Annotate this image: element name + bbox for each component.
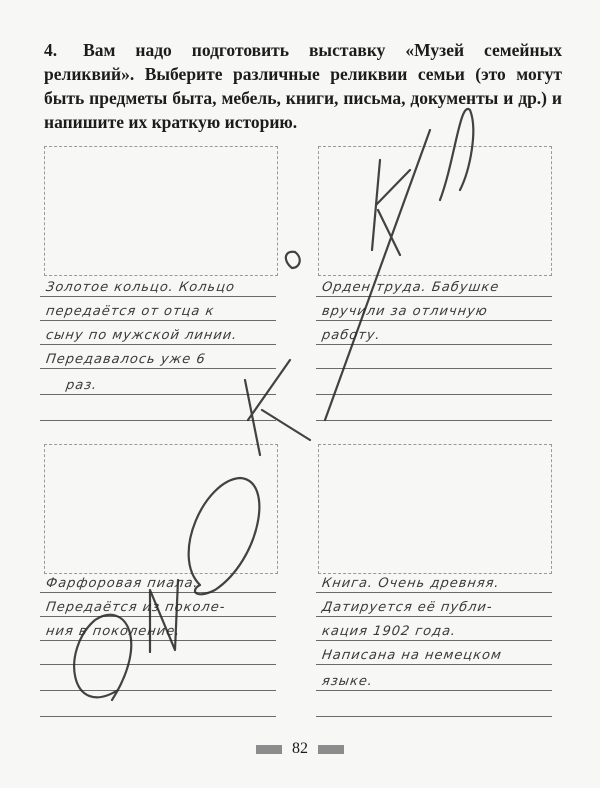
answer-medal-line-2: вручили за отличную <box>320 304 489 319</box>
answer-book-line-2: Датируется её публи- <box>320 600 494 615</box>
answer-bowl-line-2: Передаётся из поколе- <box>44 600 227 615</box>
task-text <box>44 38 562 134</box>
answer-medal-line-3: работу. <box>320 328 382 343</box>
answer-book-line-5: языке. <box>320 674 375 689</box>
footer-bar-right <box>318 745 344 754</box>
picture-box-bowl <box>44 444 278 574</box>
picture-box-ring <box>44 146 278 276</box>
footer-bar-left <box>256 745 282 754</box>
answer-book-line-4: Написана на немецком <box>320 648 503 663</box>
answer-book-line-1: Книга. Очень древняя. <box>320 576 501 591</box>
answer-ring-line-5: раз. <box>64 378 99 393</box>
answer-ring-line-2: передаётся от отца к <box>44 304 216 319</box>
answer-medal-line-1: Орден труда. Бабушке <box>320 280 501 295</box>
answer-ring-line-1: Золотое кольцо. Кольцо <box>44 280 237 295</box>
answer-ring-line-4: Передавалось уже 6 <box>44 352 207 367</box>
answer-ring-line-3: сыну по мужской линии. <box>44 328 239 343</box>
answer-bowl-line-3: ния в поколение. <box>44 624 182 639</box>
page-number: 82 <box>292 740 308 757</box>
task-number: 4. <box>44 40 58 60</box>
picture-box-medal <box>318 146 552 276</box>
answer-book-line-3: кация 1902 года. <box>320 624 458 639</box>
page-footer <box>0 740 600 758</box>
task-body: Вам надо подготовить выставку «Музей семейных реликвий». Выберите различные реликвии семьи (это могут быть предметы быта, мебель, книги, письма, документы и др.) и напишите их краткую историю. <box>44 40 563 132</box>
answer-bowl-line-1: Фарфоровая пиала. <box>44 576 200 591</box>
picture-box-book <box>318 444 552 574</box>
